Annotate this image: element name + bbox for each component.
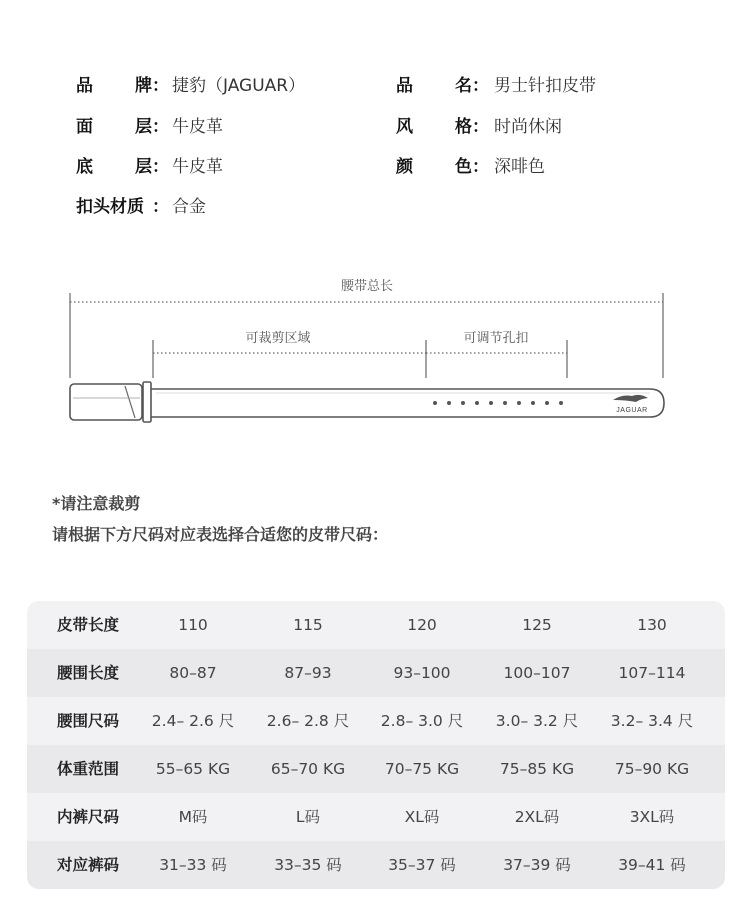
table-cell: M码 [178, 808, 208, 826]
table-cell: 115 [293, 616, 323, 634]
table-cell: 70–75 KG [384, 760, 460, 778]
row-header: 对应裤码 [56, 856, 119, 874]
table-cell: 2.4– 2.6 尺 [151, 712, 235, 730]
table-cell: 2XL码 [514, 808, 560, 826]
spec-value: 捷豹（JAGUAR） [172, 76, 306, 96]
table-cell: XL码 [404, 808, 440, 826]
table-cell: 110 [178, 616, 208, 634]
table-row [27, 649, 725, 697]
size-table [27, 601, 725, 889]
table-cell: 31–33 码 [159, 856, 227, 874]
spec-value: 牛皮革 [172, 157, 223, 177]
table-cell: 37–39 码 [503, 856, 571, 874]
spec-value: 男士针扣皮带 [494, 76, 596, 96]
table-cell: 3XL码 [629, 808, 675, 826]
row-header: 腰围长度 [56, 664, 119, 682]
table-cell: 65–70 KG [270, 760, 346, 778]
table-row [27, 601, 725, 649]
spec-value: 时尚休闲 [494, 117, 562, 137]
table-cell: 130 [637, 616, 667, 634]
belt-drawing [0, 0, 750, 440]
table-cell: 107–114 [618, 664, 686, 682]
cuttable-area-label: 可裁剪区域 [245, 331, 311, 346]
table-row [27, 841, 725, 889]
row-header: 皮带长度 [56, 616, 119, 634]
table-cell: 125 [522, 616, 552, 634]
spec-value: 牛皮革 [172, 117, 223, 137]
table-cell: 93–100 [393, 664, 451, 682]
row-header: 体重范围 [56, 760, 119, 778]
buckle-detail [125, 386, 135, 418]
buckle-frame [143, 382, 151, 422]
table-cell: 80–87 [169, 664, 217, 682]
spec-value: 深啡色 [494, 157, 545, 177]
table-cell: 87–93 [284, 664, 332, 682]
buckle-body [70, 384, 142, 420]
belt-brand-mark: JAGUAR [616, 407, 648, 414]
total-length-label: 腰带总长 [340, 279, 393, 294]
row-header: 腰围尺码 [56, 712, 119, 730]
table-cell: 3.0– 3.2 尺 [495, 712, 579, 730]
table-cell: 100–107 [503, 664, 571, 682]
table-cell: 120 [407, 616, 437, 634]
table-cell: 55–65 KG [155, 760, 231, 778]
table-cell: 75–90 KG [614, 760, 690, 778]
size-instruction: 请根据下方尺码对应表选择合适您的皮带尺码： [52, 525, 389, 544]
table-cell: 35–37 码 [388, 856, 456, 874]
table-cell: L码 [295, 808, 321, 826]
table-cell: 3.2– 3.4 尺 [610, 712, 694, 730]
adjustable-holes-label: 可调节孔扣 [463, 331, 529, 346]
table-cell: 75–85 KG [499, 760, 575, 778]
belt-holes [433, 401, 563, 405]
table-row [27, 793, 725, 841]
table-cell: 2.8– 3.0 尺 [380, 712, 464, 730]
table-cell: 39–41 码 [618, 856, 686, 874]
table-cell: 2.6– 2.8 尺 [266, 712, 350, 730]
table-cell: 33–35 码 [274, 856, 342, 874]
jaguar-leaper-icon [613, 395, 648, 402]
table-row [27, 745, 725, 793]
table-row [27, 697, 725, 745]
row-header: 内裤尺码 [56, 808, 119, 826]
cut-warning: *请注意裁剪 [52, 494, 141, 513]
spec-value: 合金 [172, 197, 206, 217]
